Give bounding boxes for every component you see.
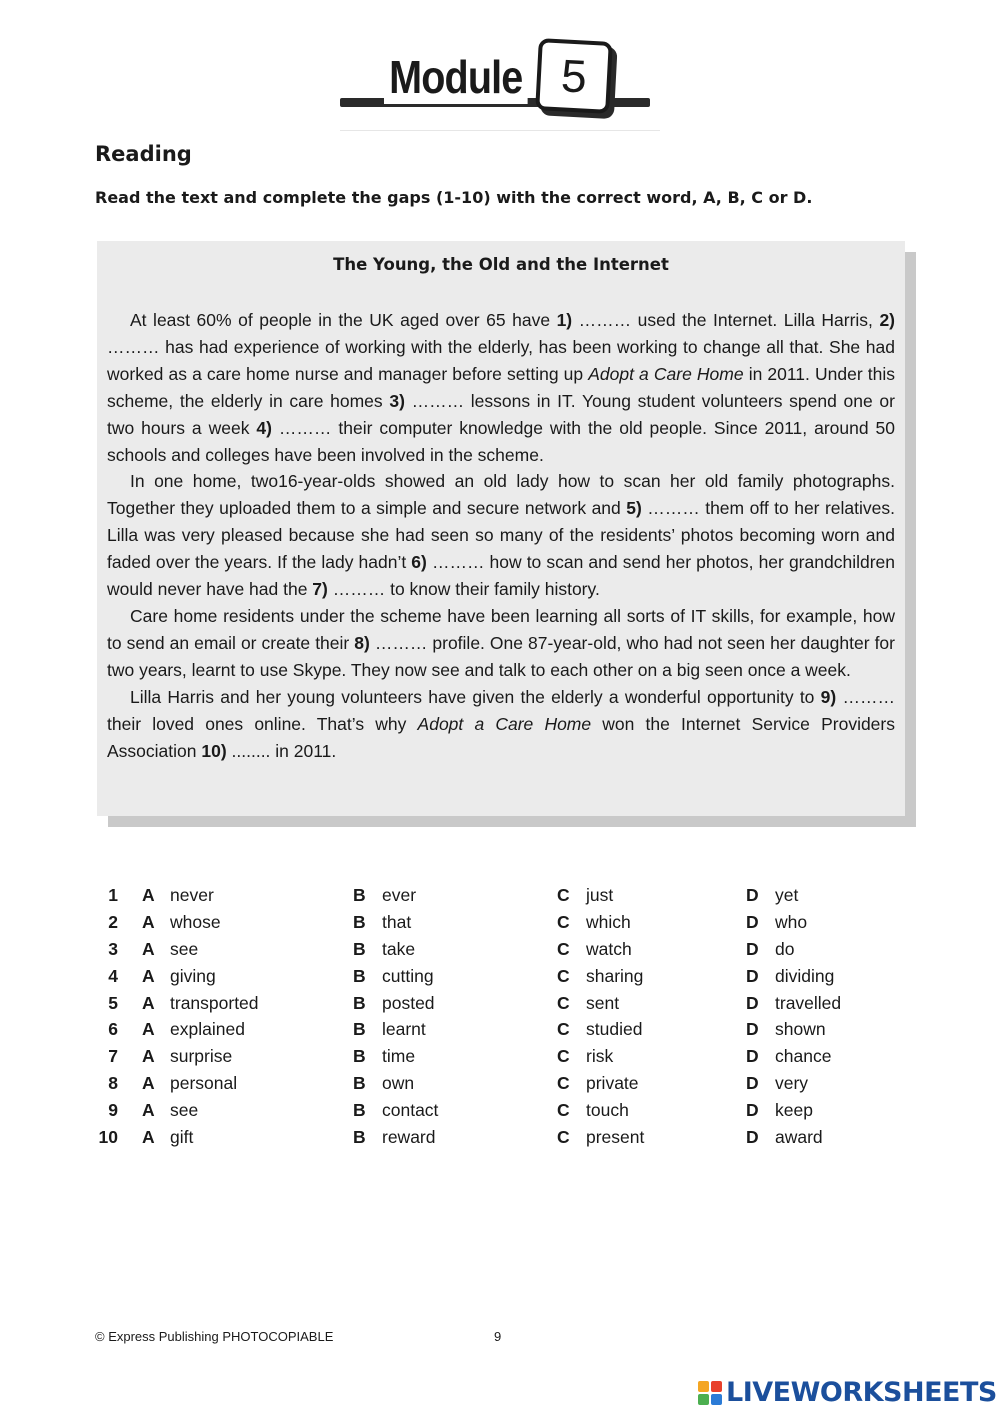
option-row <box>0 909 1000 936</box>
option-word[interactable]: posted <box>382 992 435 1013</box>
option-letter: B <box>353 938 366 959</box>
text-run: ……… them off to her relatives. Lilla was very pleased because she had seen so many of the residents’ photos becoming worn and faded over the years. If the lady hadn’t <box>107 498 895 573</box>
option-letter: A <box>142 885 155 905</box>
text-run: ……… their computer knowledge with the old people. Since 2011, around 50 schools and colleges have been involved in the scheme. <box>107 417 895 465</box>
option-letter: A <box>142 1100 155 1121</box>
question-number: 3 <box>108 938 118 959</box>
option-letter: D <box>746 911 759 932</box>
gap-number: 9) <box>820 686 837 707</box>
option-letter: D <box>746 938 759 959</box>
option-word[interactable]: award <box>775 1127 823 1148</box>
text-run: ……… profile. One 87-year-old, who had not seen her daughter for two years, learnt to use Skype. They now see and talk to each other on a big seen once a week. <box>107 632 895 680</box>
option-letter: B <box>353 1046 366 1067</box>
option-word[interactable]: surprise <box>170 1046 233 1067</box>
gap-number: 8) <box>354 632 370 653</box>
option-word[interactable]: see <box>170 1100 199 1121</box>
option-row <box>0 1070 1000 1097</box>
question-number: 1 <box>108 885 118 905</box>
option-letter: C <box>557 885 570 905</box>
option-row <box>0 990 1000 1017</box>
question-number: 7 <box>108 1046 118 1067</box>
option-letter: C <box>557 1073 570 1094</box>
reading-paragraph <box>107 603 895 684</box>
option-letter: B <box>353 1100 366 1121</box>
option-row <box>0 963 1000 990</box>
option-letter: B <box>353 1019 366 1040</box>
option-word[interactable]: private <box>586 1073 639 1094</box>
option-letter: C <box>557 938 570 959</box>
option-word[interactable]: explained <box>170 1019 245 1040</box>
gap-number: 5) <box>626 498 642 519</box>
option-row <box>0 882 1000 909</box>
option-word[interactable]: transported <box>170 992 259 1013</box>
option-word[interactable]: just <box>586 885 614 905</box>
text-run: ……… their loved ones online. That’s why <box>107 686 895 734</box>
option-letter: B <box>353 911 366 932</box>
option-word[interactable]: personal <box>170 1073 238 1094</box>
option-word[interactable]: sent <box>586 992 620 1013</box>
option-word[interactable]: do <box>775 938 795 959</box>
reading-text <box>107 307 895 764</box>
option-word[interactable]: travelled <box>775 992 842 1013</box>
option-word[interactable]: studied <box>586 1019 643 1040</box>
option-word[interactable]: own <box>382 1073 415 1094</box>
option-word[interactable]: which <box>586 911 631 932</box>
option-word[interactable]: learnt <box>382 1019 426 1040</box>
option-word[interactable]: yet <box>775 885 799 905</box>
text-run: ……… has had experience of working with the elderly, has been working to change all that. She had worked as a care home nurse and manager before setting up <box>107 336 895 384</box>
section-title: Reading <box>95 142 192 166</box>
gap-number: 10) <box>201 740 227 761</box>
text-run: ……… used the Internet. Lilla Harris, <box>572 310 880 330</box>
text-run: ........ in 2011. <box>226 740 337 761</box>
instructions: Read the text and complete the gaps (1-10) with the correct word, A, B, C or D. <box>95 188 813 207</box>
option-letter: C <box>557 1019 570 1040</box>
option-letter: D <box>746 1019 759 1040</box>
text-run: ……… lessons in IT. Young student volunteers spend one or two hours a week <box>107 390 895 438</box>
reading-title: The Young, the Old and the Internet <box>333 255 669 274</box>
option-word[interactable]: keep <box>775 1100 813 1121</box>
option-word[interactable]: reward <box>382 1127 436 1148</box>
module-number: 5 <box>559 49 589 103</box>
option-letter: D <box>746 992 759 1013</box>
option-letter: D <box>746 965 759 986</box>
text-run: At least 60% of people in the UK aged over 65 have <box>130 310 557 330</box>
option-row <box>0 1097 1000 1124</box>
option-letter: A <box>142 965 155 986</box>
option-letter: C <box>557 992 570 1013</box>
option-word[interactable]: who <box>775 911 808 932</box>
option-letter: D <box>746 1127 759 1148</box>
option-letter: B <box>353 965 366 986</box>
text-run: in 2011. Under this scheme, the elderly in care homes <box>107 363 895 411</box>
option-word[interactable]: risk <box>586 1046 614 1067</box>
option-row <box>0 1043 1000 1070</box>
emphasis-text: Adopt a Care Home <box>417 713 592 734</box>
option-word[interactable]: whose <box>170 911 221 932</box>
option-word[interactable]: sharing <box>586 965 644 986</box>
option-word[interactable]: chance <box>775 1046 832 1067</box>
option-word[interactable]: contact <box>382 1100 439 1121</box>
option-word[interactable]: very <box>775 1073 809 1094</box>
option-word[interactable]: take <box>382 938 416 959</box>
option-row <box>0 1016 1000 1043</box>
option-word[interactable]: gift <box>170 1127 194 1148</box>
option-letter: D <box>746 1046 759 1067</box>
option-letter: B <box>353 992 366 1013</box>
option-word[interactable]: time <box>382 1046 416 1067</box>
option-word[interactable]: dividing <box>775 965 835 986</box>
option-letter: D <box>746 1073 759 1094</box>
reading-paragraph <box>107 684 895 765</box>
option-letter: A <box>142 1073 155 1094</box>
question-number: 5 <box>108 992 118 1013</box>
option-letter: A <box>142 992 155 1013</box>
footer-copyright: © Express Publishing PHOTOCOPIABLE <box>95 1329 334 1344</box>
gap-number: 3) <box>389 390 405 411</box>
text-run: ……… how to scan and send her photos, her grandchildren would never have had the <box>107 552 895 600</box>
option-letter: A <box>142 938 155 959</box>
liveworksheets-logo-icon <box>698 1381 722 1405</box>
option-letter: C <box>557 1127 570 1148</box>
option-letter: C <box>557 1046 570 1067</box>
module-number-box <box>535 38 613 114</box>
text-run: Lilla Harris and her young volunteers have given the elderly a wonderful opportunity to <box>130 686 821 707</box>
option-letter: A <box>142 1046 155 1067</box>
question-number: 2 <box>108 911 118 932</box>
option-word[interactable]: touch <box>586 1100 629 1121</box>
reading-box <box>97 241 905 816</box>
gap-number: 1) <box>556 310 573 330</box>
module-header <box>340 38 660 133</box>
option-letter: D <box>746 885 759 905</box>
brand-text: LIVEWORKSHEETS <box>726 1377 997 1408</box>
header-underline <box>340 130 660 131</box>
option-letter: C <box>557 1100 570 1121</box>
option-row <box>0 936 1000 963</box>
option-letter: B <box>353 1073 366 1094</box>
reading-paragraph <box>107 307 895 468</box>
question-number: 6 <box>108 1019 118 1040</box>
page-number: 9 <box>494 1329 502 1344</box>
option-word[interactable]: shown <box>775 1019 826 1040</box>
option-letter: A <box>142 911 155 932</box>
reading-paragraph <box>107 468 895 603</box>
option-row <box>0 1124 1000 1151</box>
question-number: 4 <box>108 965 118 986</box>
option-word[interactable]: giving <box>170 965 216 986</box>
option-word[interactable]: present <box>586 1127 645 1148</box>
option-letter: B <box>353 1127 366 1148</box>
emphasis-text: Adopt a Care Home <box>588 363 744 384</box>
option-letter: A <box>142 1019 155 1040</box>
text-run: won the Internet Service Providers Association <box>107 713 895 761</box>
text-run: In one home, two16-year-olds showed an old lady how to scan her old family photographs. Together they uploaded them to a simple and secure network and <box>107 471 895 519</box>
answer-options <box>0 882 1000 1151</box>
option-letter: D <box>746 1100 759 1121</box>
text-run: Care home residents under the scheme have been learning all sorts of IT skills, for example, how to send an email or create their <box>107 605 895 653</box>
gap-number: 7) <box>312 579 328 600</box>
option-word[interactable]: cutting <box>382 965 434 986</box>
option-word[interactable]: ever <box>382 885 417 905</box>
option-letter: A <box>142 1127 155 1148</box>
option-letter: C <box>557 911 570 932</box>
option-word[interactable]: watch <box>586 938 632 959</box>
liveworksheets-brand <box>698 1377 997 1408</box>
gap-number: 6) <box>411 552 427 573</box>
option-letter: C <box>557 965 570 986</box>
gap-number: 2) <box>879 310 895 330</box>
option-word[interactable]: see <box>170 938 199 959</box>
option-word[interactable]: that <box>382 911 412 932</box>
question-number: 10 <box>98 1127 118 1148</box>
option-letter: B <box>353 885 366 905</box>
gap-number: 4) <box>256 417 272 438</box>
module-label: Module <box>384 50 528 104</box>
option-word[interactable]: never <box>170 885 214 905</box>
question-number: 8 <box>108 1073 118 1094</box>
text-run: ……… to know their family history. <box>327 579 600 600</box>
question-number: 9 <box>108 1100 118 1121</box>
